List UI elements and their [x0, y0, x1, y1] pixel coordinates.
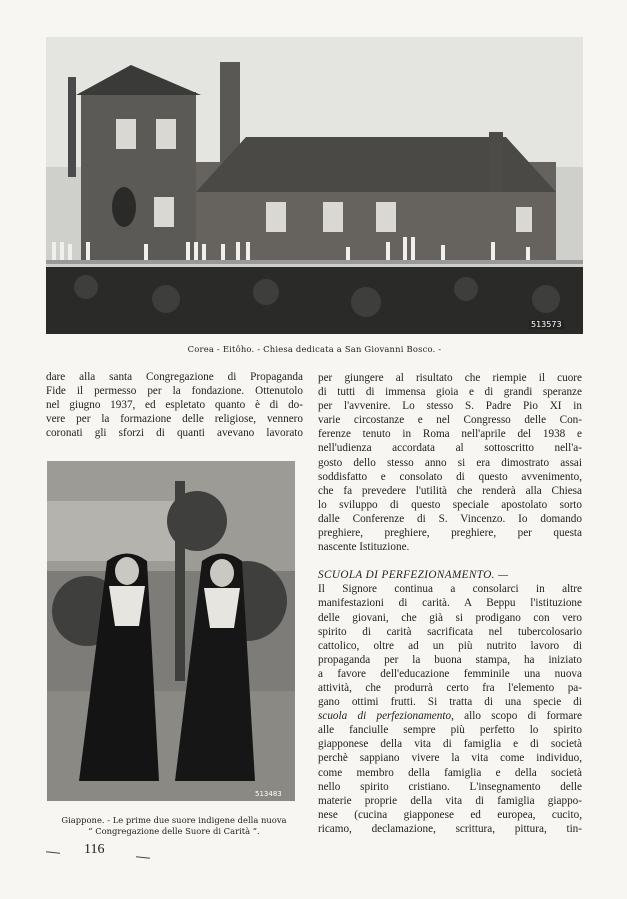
top-photo-stamp: 513573: [531, 320, 562, 329]
page-dash-left: [46, 851, 60, 853]
nuns-photo: [47, 461, 295, 801]
right-paragraph-2-line: cattolico, oltre ad un più nutrito lavoro di: [318, 639, 582, 652]
right-paragraph-2-line: gano ottimi frutti. Si tratta di una specie di: [318, 696, 582, 709]
left-column-line: dare alla santa Congregazione di Propaganda: [46, 371, 303, 383]
right-paragraph-2-line: delle giovani, che già si prodigano con vero: [318, 611, 582, 624]
right-paragraph-2-line: spirito di carità sacrificata nel tubercolosario: [318, 625, 582, 638]
right-paragraph-2-line: come membro della famiglia e della società: [318, 766, 582, 779]
right-paragraph-2-line: giapponese della vita di famiglia e di società: [318, 738, 582, 751]
right-paragraph-1-line: gosto dello stesso anno si era dimostrato assai: [318, 456, 582, 469]
right-paragraph-2: [318, 568, 582, 836]
right-paragraph-2-emph-line: [318, 709, 582, 723]
top-photo-caption: Corea - Eitôho. - Chiesa dedicata a San Giovanni Bosco. -: [187, 344, 442, 354]
right-paragraph-1-line: dalle Conferenze di S. Vincenzo. Io domando: [318, 512, 582, 525]
page-number: 116: [84, 842, 105, 857]
right-paragraph-1-line: lo sviluppo di questo speciale apostolato sorto: [318, 498, 582, 511]
nuns-photo-stamp: 513483: [255, 790, 282, 798]
page-dash-right: [136, 856, 150, 858]
right-paragraph-1-line: preghiere, preghiere, preghiere, per questa: [318, 527, 582, 540]
right-paragraph-1-line: per l'avvenire. Lo stesso S. Padre Pio XI in: [318, 400, 582, 413]
right-paragraph-2-line: Il Signore continua a consolarci in altre: [318, 583, 582, 596]
right-paragraph-1-line: nascente Istituzione.: [318, 541, 410, 554]
left-column-line: nel giugno 1937, ed espletato quanto è di do-: [46, 399, 303, 412]
right-paragraph-2-line: nese (cucina giapponese ed europea, cucito,: [318, 808, 582, 821]
right-paragraph-2-line: attività, che produrrà certo fra l'elemento pa-: [318, 681, 582, 694]
right-paragraph-1: [318, 371, 582, 554]
right-paragraph-2-line: ricamo, declamazione, scrittura, pittura, tin-: [318, 822, 582, 835]
right-column-text: [318, 371, 582, 836]
emphasis-scuola-di-perfezionamento: scuola di perfezionamento: [318, 710, 452, 723]
right-paragraph-1-line: che fa prevedere l'utilità che renderà alla Chiesa: [318, 484, 582, 497]
left-column-line: Fide il permesso per la fondazione. Ottenutolo: [46, 385, 303, 398]
right-paragraph-2-line: materie proprie della vita di famiglia giappo-: [318, 794, 582, 807]
emphasis-line-suffix: , allo scopo di formare: [451, 710, 582, 723]
right-paragraph-1-line: varie circostanze e nel Congresso delle Con-: [318, 414, 582, 427]
church-building-photo: [46, 37, 583, 334]
right-paragraph-1-line: nell'udienza accordata al sottoscritto nell'a-: [318, 442, 582, 455]
right-paragraph-2-line: a favore dell'educazione femminile una nuova: [318, 667, 582, 680]
left-column-line: vere per la formazione delle religiose, vennero: [46, 413, 303, 426]
nuns-caption-line-1: Giappone. - Le prime due suore indigene della nuova: [61, 815, 287, 825]
right-paragraph-2-line: alle fanciulle sempre più perfetto lo spirito: [318, 724, 582, 737]
right-paragraph-1-line: di tutti di immensa gioia e di grandi speranze: [318, 386, 582, 399]
right-paragraph-2-line: perchè sappiano vivere la vita come individuo,: [318, 752, 582, 765]
right-paragraph-2-line: propaganda per la buona stampa, ha iniziato: [318, 653, 582, 666]
right-paragraph-1-line: per giungere al risultato che riempie il cuore: [318, 372, 582, 384]
section-heading-scuola: SCUOLA DI PERFEZIONAMENTO. —: [318, 569, 509, 582]
nuns-caption-line-2: “ Congregazione delle Suore di Carità ”.: [88, 826, 260, 836]
right-paragraph-1-line: ferenze tenuto in Roma nell'aprile del 1938 e: [318, 428, 582, 441]
nuns-photo-caption: [44, 815, 304, 837]
right-paragraph-2-line: nello spirito cristiano. L'insegnamento delle: [318, 780, 582, 793]
right-paragraph-1-line: soddisfatto e consolato di questo avvenimento,: [318, 470, 582, 483]
two-nuns-photo-drawing: [47, 461, 295, 801]
school-building-photo-drawing: [46, 37, 583, 334]
left-column-line: coronati gli sforzi di quanti avevano lavorato: [46, 427, 303, 440]
left-column-text: [46, 370, 303, 440]
right-paragraph-2-line: manifestazioni di carità. A Beppu l'istituzione: [318, 597, 582, 610]
